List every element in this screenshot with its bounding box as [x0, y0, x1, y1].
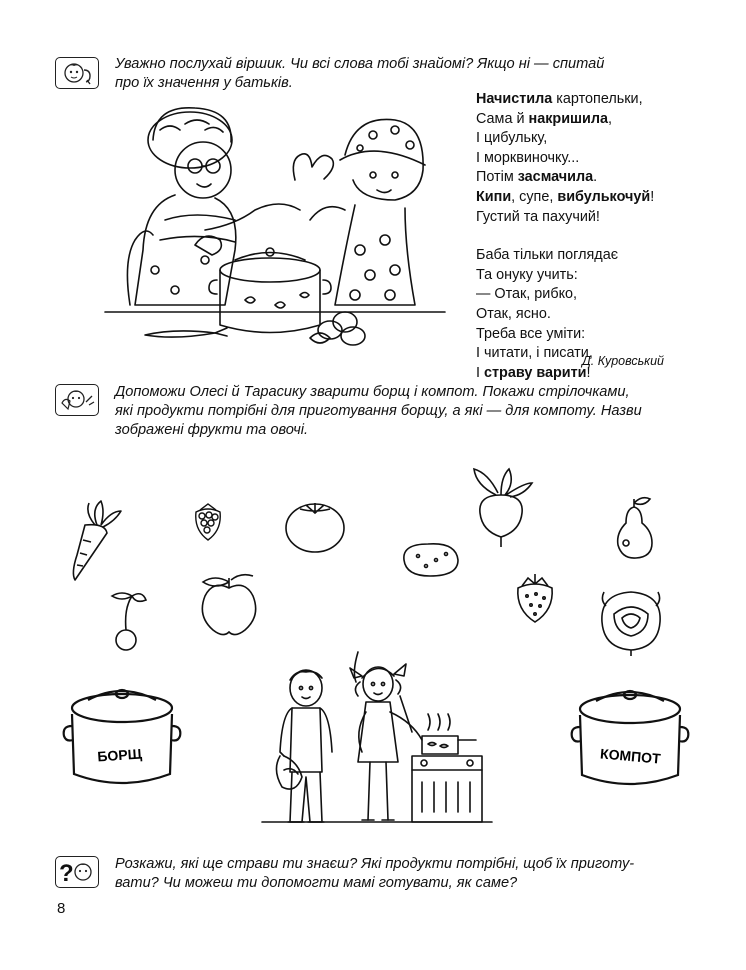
borscht-pot-label: БОРЩ — [96, 745, 143, 765]
listening-child-icon — [55, 57, 99, 89]
poem-text: І морквиночку... — [476, 149, 580, 166]
poem-text: , — [608, 110, 613, 127]
question-child-icon — [55, 856, 99, 888]
poem-author: Д. Куровський — [581, 354, 664, 368]
task-2-instruction: Допоможи Олесі й Тарасику зварити борщ і компот. Покажи стрілочками, які продукти потрібні для приготування борщу, а які — для компоту. Назви зображені фрукти та овочі. — [115, 384, 642, 438]
poem-text: . — [593, 169, 598, 186]
cooking-child-icon — [55, 384, 99, 416]
poem-text: ! — [586, 364, 591, 381]
poem-line — [476, 208, 654, 228]
poem-text: Сама й — [476, 110, 529, 127]
poem-text: , супе, — [511, 188, 558, 205]
poem-line — [476, 246, 654, 266]
cabbage-icon — [596, 584, 666, 656]
strawberry-icon — [512, 570, 558, 626]
carrot-icon — [65, 495, 125, 585]
compote-pot-label: КОМПОТ — [599, 745, 662, 767]
task-3-instruction: Розкажи, які ще страви ти знаєш? Які продукти потрібні, щоб їх приготу- вати? Чи можеш ти допомогти мамі готувати, як саме? — [115, 856, 635, 891]
poem-line — [476, 129, 654, 149]
apple-icon — [195, 572, 265, 638]
borscht-pot — [62, 686, 182, 796]
poem-text: Потім — [476, 169, 518, 186]
poem-line — [476, 149, 654, 169]
poem-line — [476, 168, 654, 188]
poem-text: І цибульку, — [476, 130, 548, 147]
poem-line — [476, 325, 654, 345]
beet-icon — [468, 465, 534, 549]
poem-text: Отак, ясно. — [476, 305, 551, 322]
kids-cooking-illustration — [262, 652, 492, 830]
poem-line — [476, 90, 654, 110]
task-1-instruction: Уважно послухай віршик. Чи всі слова тобі знайомі? Якщо ні — спитай про їх значення у батьків. — [115, 56, 605, 91]
poem-line — [476, 110, 654, 130]
poem-bold-word: Кипи — [476, 188, 512, 205]
grandma-and-girl-cooking-illustration — [105, 100, 460, 350]
svg-text:?: ? — [59, 860, 74, 886]
poem-text: — Отак, рибко, — [476, 286, 578, 303]
poem-text: картопельки, — [552, 91, 643, 107]
poem-line — [476, 227, 654, 246]
pear-icon — [612, 495, 658, 561]
poem-text: Та онуку учить: — [476, 266, 578, 283]
poem-text: Густий та пахучий! — [476, 208, 600, 225]
compote-pot — [568, 685, 690, 797]
cherry-icon — [108, 588, 148, 654]
poem-bold-word: Начистила — [476, 91, 553, 107]
poem-line — [476, 285, 654, 305]
poem-text: ! — [650, 188, 655, 205]
potato-icon — [398, 538, 462, 580]
page-number: 8 — [57, 900, 66, 917]
poem-bold-word: накришила — [528, 110, 609, 127]
poem-bold-word: вибулькочуй — [557, 188, 651, 205]
poem-text: Баба тільки поглядає — [476, 247, 619, 264]
poem-text: Треба все уміти: — [476, 325, 586, 342]
poem-bold-word: страву варити — [484, 364, 587, 381]
tomato-icon — [282, 495, 348, 555]
poem-text: І читати, і писати, — [476, 345, 593, 362]
poem — [476, 90, 654, 383]
poem-line — [476, 266, 654, 286]
poem-bold-word: засмачила — [517, 169, 594, 186]
poem-line — [476, 188, 654, 208]
poem-line — [476, 305, 654, 325]
raspberry-icon — [190, 500, 226, 544]
poem-text: І — [476, 364, 484, 381]
